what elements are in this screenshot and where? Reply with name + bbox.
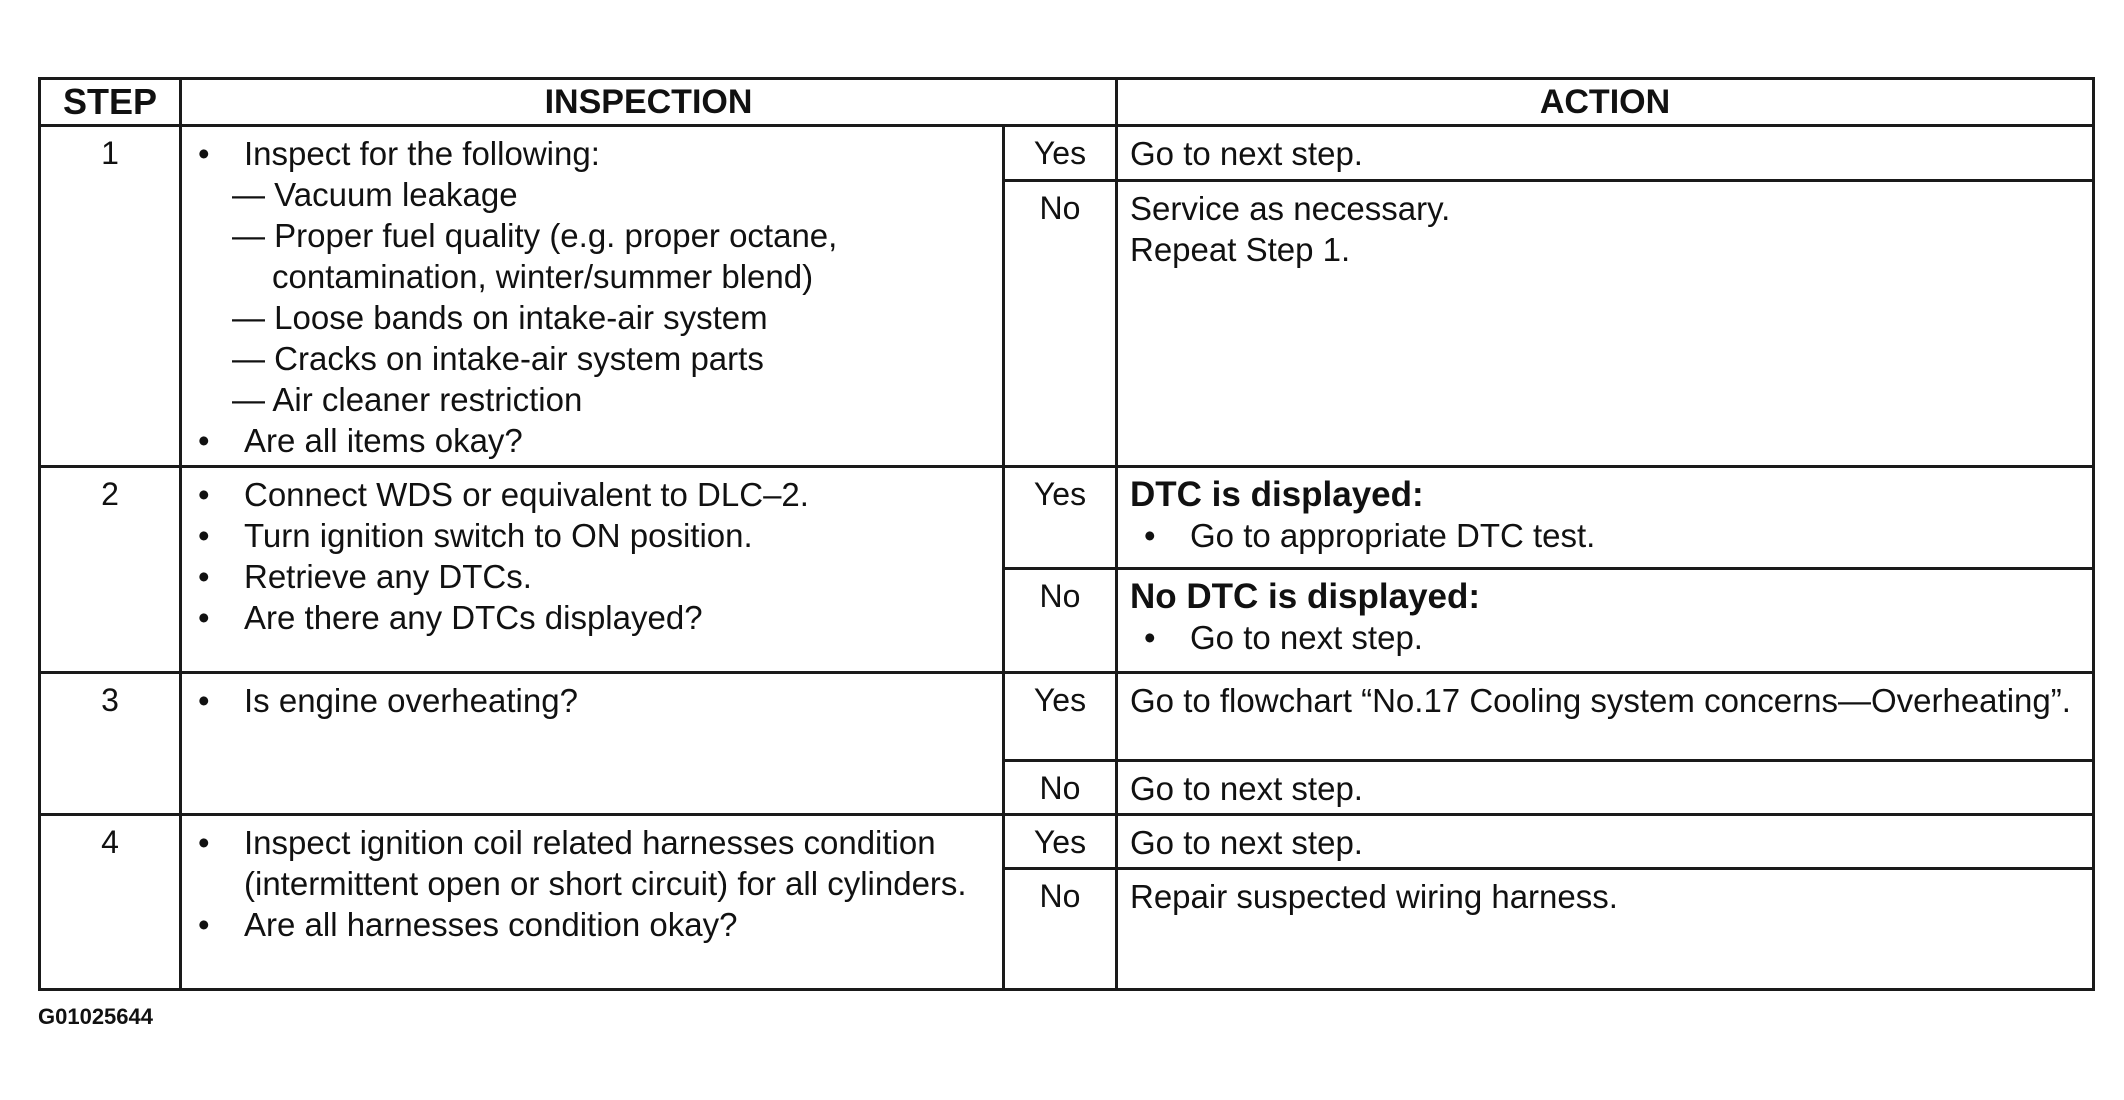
em-dash-icon: — [232, 299, 275, 336]
inspection-text: Inspect for the following: [244, 135, 600, 172]
action-line: Repeat Step 1. [1130, 230, 1351, 268]
no-label: No [1004, 180, 1117, 466]
bullet-dot-icon: • [198, 682, 210, 719]
inspection-subitem [198, 379, 994, 420]
action-header: ACTION [1117, 79, 2094, 126]
subitem-text: Air cleaner restriction [272, 381, 583, 418]
em-dash-icon: — [232, 381, 273, 418]
step-number: 1 [40, 126, 181, 467]
bullet-dot-icon: • [198, 422, 210, 459]
step-header: STEP [40, 79, 181, 126]
inspection-item [198, 680, 994, 721]
action-title: DTC is displayed: [1130, 475, 1424, 514]
inspection-text: Inspect ignition coil related harnesses condition (intermittent open or short circuit) for all cylinders. [244, 824, 967, 902]
bullet-dot-icon: • [198, 135, 210, 172]
bullet-dot-icon: • [1144, 619, 1156, 656]
inspection-text: Is engine overheating? [244, 682, 578, 719]
bullet-dot-icon: • [1144, 517, 1156, 554]
table-row [40, 467, 2094, 569]
em-dash-icon: — [232, 217, 275, 254]
em-dash-icon: — [232, 340, 275, 377]
action-item [1130, 617, 2082, 658]
inspection-text: Are all items okay? [244, 422, 523, 459]
inspection-header: INSPECTION [181, 79, 1117, 126]
table-row [40, 673, 2094, 761]
action-item-text: Go to next step. [1190, 619, 1423, 656]
bullet-dot-icon: • [198, 824, 210, 861]
figure-id: G01025644 [38, 1004, 153, 1029]
action-item-text: Go to appropriate DTC test. [1190, 517, 1596, 554]
action-title: No DTC is displayed: [1130, 577, 1481, 616]
inspection-item [198, 822, 994, 904]
no-label: No [1004, 569, 1117, 673]
yes-action: Go to next step. [1117, 815, 2094, 869]
bullet-dot-icon: • [198, 476, 210, 513]
inspection-subitem [198, 297, 994, 338]
action-item [1130, 515, 2082, 556]
yes-label: Yes [1004, 815, 1117, 869]
no-label: No [1004, 869, 1117, 990]
inspection-item [198, 556, 994, 597]
header-row [40, 79, 2094, 126]
inspection-cell [181, 815, 1004, 990]
no-action [1117, 569, 2094, 673]
inspection-item [198, 597, 994, 638]
inspection-item [198, 904, 994, 945]
no-action: Repair suspected wiring harness. [1117, 869, 2094, 990]
subitem-text: Cracks on intake-air system parts [274, 340, 764, 377]
inspection-cell [181, 467, 1004, 673]
subitem-text: Loose bands on intake-air system [274, 299, 768, 336]
step-number: 3 [40, 673, 181, 815]
bullet-dot-icon: • [198, 906, 210, 943]
inspection-item [198, 133, 994, 174]
yes-label: Yes [1004, 467, 1117, 569]
inspection-text: Retrieve any DTCs. [244, 558, 532, 595]
action-line: Service as necessary. [1130, 189, 1451, 227]
bullet-dot-icon: • [198, 517, 210, 554]
yes-label: Yes [1004, 126, 1117, 181]
yes-action: Go to next step. [1117, 126, 2094, 181]
inspection-cell [181, 126, 1004, 467]
yes-action: Go to flowchart “No.17 Cooling system concerns—Overheating”. [1117, 673, 2094, 761]
no-action: Go to next step. [1117, 761, 2094, 815]
em-dash-icon: — [232, 176, 275, 213]
table-row [40, 126, 2094, 181]
inspection-text: Turn ignition switch to ON position. [244, 517, 753, 554]
subitem-text: Vacuum leakage [274, 176, 518, 213]
inspection-item [198, 420, 994, 461]
inspection-cell [181, 673, 1004, 815]
inspection-item [198, 474, 994, 515]
inspection-text: Are there any DTCs displayed? [244, 599, 703, 636]
inspection-text: Connect WDS or equivalent to DLC–2. [244, 476, 809, 513]
bullet-dot-icon: • [198, 558, 210, 595]
no-label: No [1004, 761, 1117, 815]
inspection-item [198, 515, 994, 556]
step-number: 4 [40, 815, 181, 990]
diagnostic-table [38, 77, 2095, 991]
yes-action [1117, 467, 2094, 569]
subitem-text: Proper fuel quality (e.g. proper octane, contamination, winter/summer blend) [272, 217, 838, 295]
inspection-subitem [198, 215, 994, 297]
table-row [40, 815, 2094, 869]
inspection-subitem [198, 174, 994, 215]
yes-label: Yes [1004, 673, 1117, 761]
inspection-subitem [198, 338, 994, 379]
no-action [1117, 180, 2094, 466]
inspection-text: Are all harnesses condition okay? [244, 906, 738, 943]
bullet-dot-icon: • [198, 599, 210, 636]
step-number: 2 [40, 467, 181, 673]
